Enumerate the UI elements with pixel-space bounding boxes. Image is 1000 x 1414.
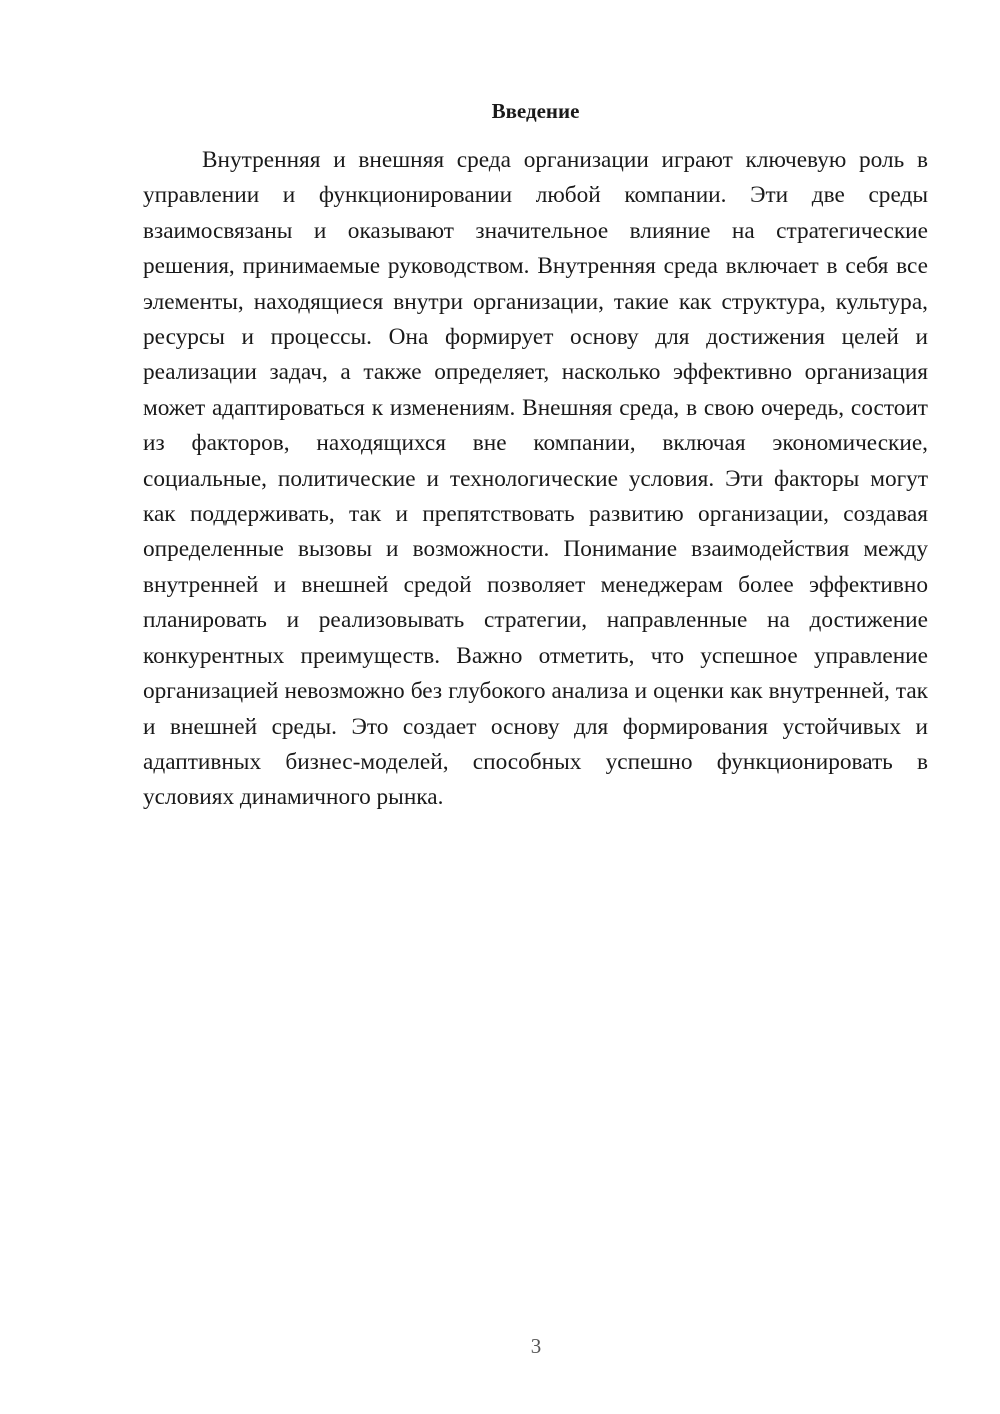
body-paragraph: Внутренняя и внешняя среда организации играют ключевую роль в управлении и функционировании любой компании. Эти две среды взаимосвязаны и оказывают значительное влияние на стратегические решения, принимаемые руководством. Внутренняя среда включает в себя все элементы, находящиеся внутри организации, такие как структура, культура, ресурсы и процессы. Она формирует основу для достижения целей и реализации задач, а также определяет, насколько эффективно организация может адаптироваться к изменениям. Внешняя среда, в свою очередь, состоит из факторов, находящихся вне компании, включая экономические, социальные, политические и технологические условия. Эти факторы могут как поддерживать, так и препятствовать развитию организации, создавая определенные вызовы и возможности. Понимание взаимодействия между внутренней и внешней средой позволяет менеджерам более эффективно планировать и реализовывать стратегии, направленные на достижение конкурентных преимуществ. Важно отметить, что успешное управление организацией невозможно без глубокого анализа и оценки как внутренней, так и внешней среды. Это создает основу для формирования устойчивых и адаптивных бизнес-моделей, способных успешно функционировать в условиях динамичного рынка. — [143, 147, 928, 811]
page-number: 3 — [530, 1334, 542, 1358]
section-heading: Введение — [491, 99, 580, 123]
